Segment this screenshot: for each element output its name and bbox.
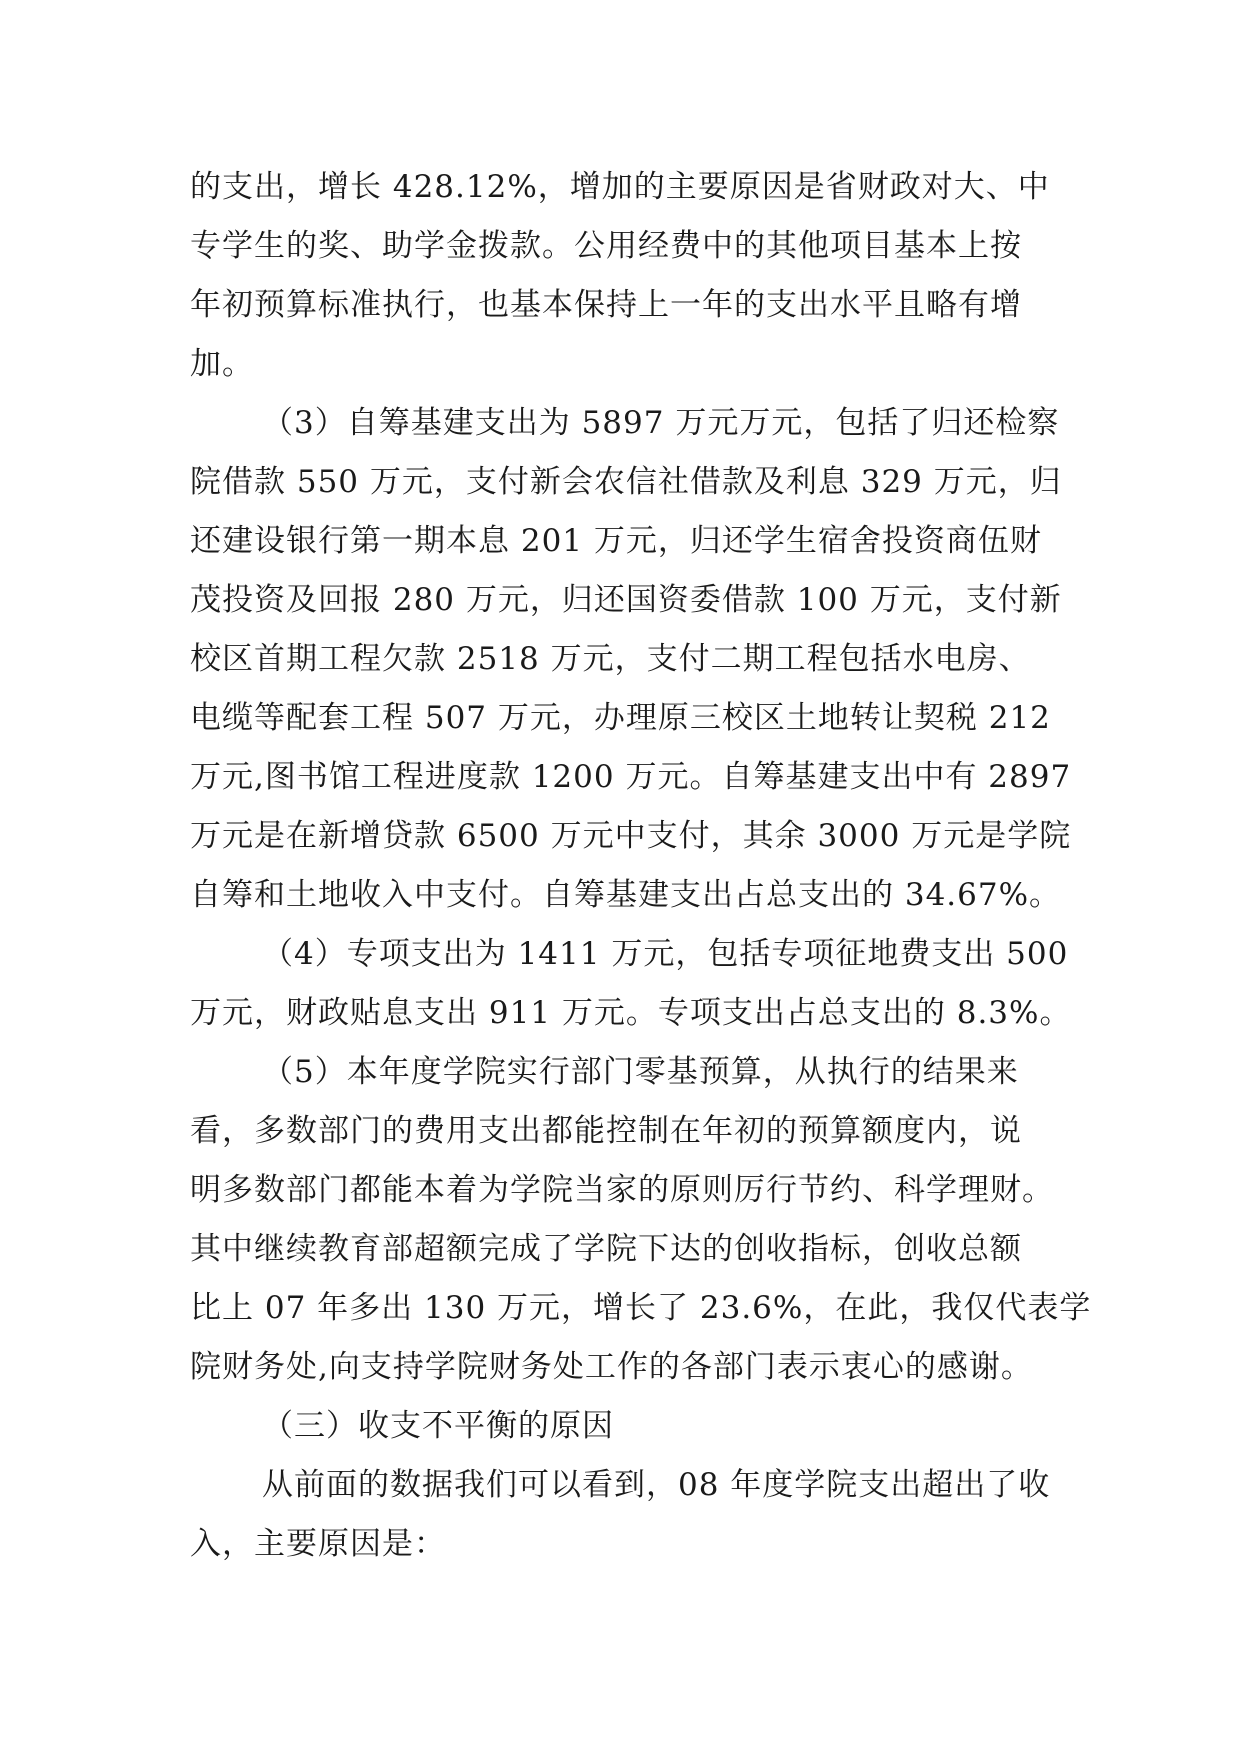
text-line: 看，多数部门的费用支出都能控制在年初的预算额度内，说 — [190, 1113, 1022, 1149]
text-line: 茂投资及回报 280 万元，归还国资委借款 100 万元，支付新 — [190, 582, 1062, 618]
text-line: 入，主要原因是： — [190, 1526, 446, 1562]
text-line: 万元,图书馆工程进度款 1200 万元。自筹基建支出中有 2897 — [190, 759, 1072, 795]
text-line: 院借款 550 万元，支付新会农信社借款及利息 329 万元，归 — [190, 464, 1062, 500]
paragraph-4-start: （4）专项支出为 1411 万元，包括专项征地费支出 500 — [262, 936, 1069, 972]
text-line: 自筹和土地收入中支付。自筹基建支出占总支出的 34.67%。 — [190, 877, 1062, 913]
text-line: 其中继续教育部超额完成了学院下达的创收指标，创收总额 — [190, 1231, 1022, 1267]
body-text — [190, 158, 1092, 1574]
text-line: 院财务处,向支持学院财务处工作的各部门表示衷心的感谢。 — [190, 1349, 1033, 1385]
text-line: 还建设银行第一期本息 201 万元，归还学生宿舍投资商伍财 — [190, 523, 1042, 559]
paragraph-start: 从前面的数据我们可以看到，08 年度学院支出超出了收 — [262, 1467, 1051, 1503]
text-line: 的支出，增长 428.12%，增加的主要原因是省财政对大、中 — [190, 169, 1050, 205]
text-line: 万元，财政贴息支出 911 万元。专项支出占总支出的 8.3%。 — [190, 995, 1072, 1031]
text-line: 万元是在新增贷款 6500 万元中支付，其余 3000 万元是学院 — [190, 818, 1072, 854]
text-line: 年初预算标准执行，也基本保持上一年的支出水平且略有增 — [190, 287, 1022, 323]
text-line: 加。 — [190, 346, 254, 382]
text-line: 电缆等配套工程 507 万元，办理原三校区土地转让契税 212 — [190, 700, 1051, 736]
text-line: 明多数部门都能本着为学院当家的原则厉行节约、科学理财。 — [190, 1172, 1054, 1208]
paragraph-5-start: （5）本年度学院实行部门零基预算，从执行的结果来 — [262, 1054, 1019, 1090]
text-line: 校区首期工程欠款 2518 万元，支付二期工程包括水电房、 — [190, 641, 1031, 677]
section-heading: （三）收支不平衡的原因 — [262, 1408, 614, 1444]
text-line: 比上 07 年多出 130 万元，增长了 23.6%，在此，我仅代表学 — [190, 1290, 1092, 1326]
paragraph-3-start: （3）自筹基建支出为 5897 万元万元，包括了归还检察 — [262, 405, 1060, 441]
text-line: 专学生的奖、助学金拨款。公用经费中的其他项目基本上按 — [190, 228, 1022, 264]
